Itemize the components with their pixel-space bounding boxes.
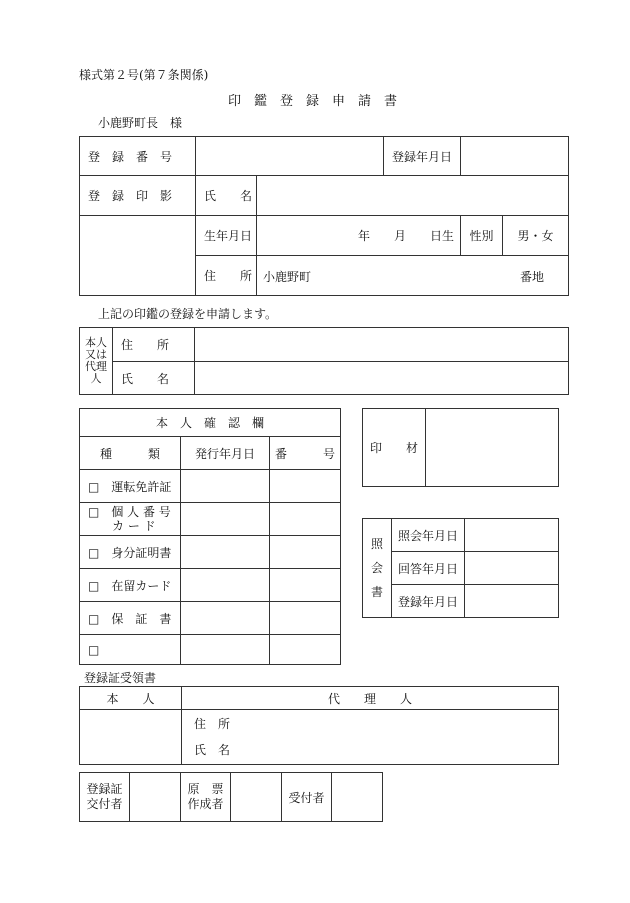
- number-cell[interactable]: [270, 470, 341, 503]
- applicant-address-field[interactable]: [195, 328, 569, 362]
- receipt-principal-field[interactable]: [80, 710, 182, 765]
- issue-date-cell[interactable]: [181, 536, 270, 569]
- addressee: 小鹿野町長 様: [98, 116, 183, 130]
- name-label: 氏 名: [196, 176, 257, 216]
- registered-seal-label: 登 録 印 影: [80, 176, 196, 216]
- address-banchi: 番地: [520, 270, 545, 284]
- side-label-or: 又は: [85, 348, 107, 361]
- staff-table: [79, 772, 383, 822]
- birth-date-field[interactable]: [257, 216, 461, 256]
- number-cell[interactable]: [270, 602, 341, 635]
- applicant-name-field[interactable]: [195, 362, 569, 395]
- address-town: 小鹿野町: [263, 270, 312, 284]
- inquiry-table: [362, 518, 559, 618]
- number-cell[interactable]: [270, 536, 341, 569]
- form-creator-field[interactable]: [231, 773, 282, 822]
- name-field[interactable]: [257, 176, 569, 216]
- number-cell[interactable]: [270, 569, 341, 602]
- issue-date-cell[interactable]: [181, 635, 270, 665]
- birth-date-format: 年 月 日生: [358, 229, 455, 243]
- answer-date-label: 回答年月日: [392, 552, 465, 585]
- id-type-residence-card[interactable]: □ 在留カード: [80, 569, 181, 602]
- receipt-name-label: 氏 名: [194, 743, 231, 757]
- issue-date-cell[interactable]: [181, 602, 270, 635]
- seal-material-field[interactable]: [426, 409, 559, 487]
- applicant-name-label: 氏 名: [113, 362, 195, 395]
- id-type-guarantee[interactable]: □ 保 証 書: [80, 602, 181, 635]
- side-label-agent: 代理人: [85, 360, 107, 385]
- issue-date-cell[interactable]: [181, 569, 270, 602]
- receipt-principal-label: 本 人: [80, 687, 182, 710]
- applicant-address-label: 住 所: [113, 328, 195, 362]
- receipt-address-label: 住 所: [194, 717, 231, 731]
- certificate-issuer-field[interactable]: [130, 773, 181, 822]
- id-type-drivers-license[interactable]: □ 運転免許証: [80, 470, 181, 503]
- number-cell[interactable]: [270, 635, 341, 665]
- id-type-my-number-card[interactable]: □ 個 人 番 号 カ ー ド: [80, 503, 181, 536]
- registration-date-label: 登録年月日: [384, 137, 461, 176]
- col-issue-date: 発行年月日: [181, 437, 270, 470]
- inquiry-registration-date-label: 登録年月日: [392, 585, 465, 618]
- number-cell[interactable]: [270, 503, 341, 536]
- registration-date-field[interactable]: [461, 137, 569, 176]
- page-title: 印 鑑 登 録 申 請 書: [228, 94, 398, 109]
- receipt-title: 登録証受領書: [84, 671, 157, 685]
- id-type-identification-cert[interactable]: □ 身分証明書: [80, 536, 181, 569]
- address-field[interactable]: [257, 256, 569, 296]
- applicant-side-label: [80, 328, 113, 395]
- sex-label: 性別: [461, 216, 503, 256]
- birth-date-label: 生年月日: [196, 216, 257, 256]
- answer-date-field[interactable]: [465, 552, 559, 585]
- col-type: 種 類: [80, 437, 181, 470]
- sex-field[interactable]: 男・女: [503, 216, 569, 256]
- identity-check-table: [79, 408, 341, 665]
- identity-check-title: 本 人 確 認 欄: [80, 409, 341, 437]
- receipt-agent-field[interactable]: [182, 710, 559, 765]
- inquiry-registration-date-field[interactable]: [465, 585, 559, 618]
- inquiry-date-label: 照会年月日: [392, 519, 465, 552]
- certificate-issuer-label: 登録証 交付者: [80, 773, 130, 822]
- address-label: 住 所: [196, 256, 257, 296]
- side-label-principal: 本人: [85, 336, 107, 349]
- inquiry-date-field[interactable]: [465, 519, 559, 552]
- seal-impression-box[interactable]: [80, 216, 196, 296]
- registration-number-field[interactable]: [196, 137, 384, 176]
- receptionist-field[interactable]: [332, 773, 383, 822]
- issue-date-cell[interactable]: [181, 470, 270, 503]
- receipt-table: [79, 686, 559, 765]
- seal-material-label: 印 材: [363, 409, 426, 487]
- inquiry-side-label: 照 会 書: [363, 519, 392, 618]
- receptionist-label: 受付者: [282, 773, 332, 822]
- applicant-table: [79, 327, 569, 395]
- col-number: 番 号: [270, 437, 341, 470]
- apply-statement: 上記の印鑑の登録を申請します。: [98, 307, 278, 321]
- form-creator-label: 原 票 作成者: [181, 773, 231, 822]
- receipt-agent-label: 代 理 人: [182, 687, 559, 710]
- issue-date-cell[interactable]: [181, 503, 270, 536]
- id-type-other[interactable]: □: [80, 635, 181, 665]
- registration-table: [79, 136, 569, 296]
- seal-material-table: [362, 408, 559, 487]
- form-number: 様式第２号(第７条関係): [79, 68, 209, 82]
- registration-number-label: 登 録 番 号: [80, 137, 196, 176]
